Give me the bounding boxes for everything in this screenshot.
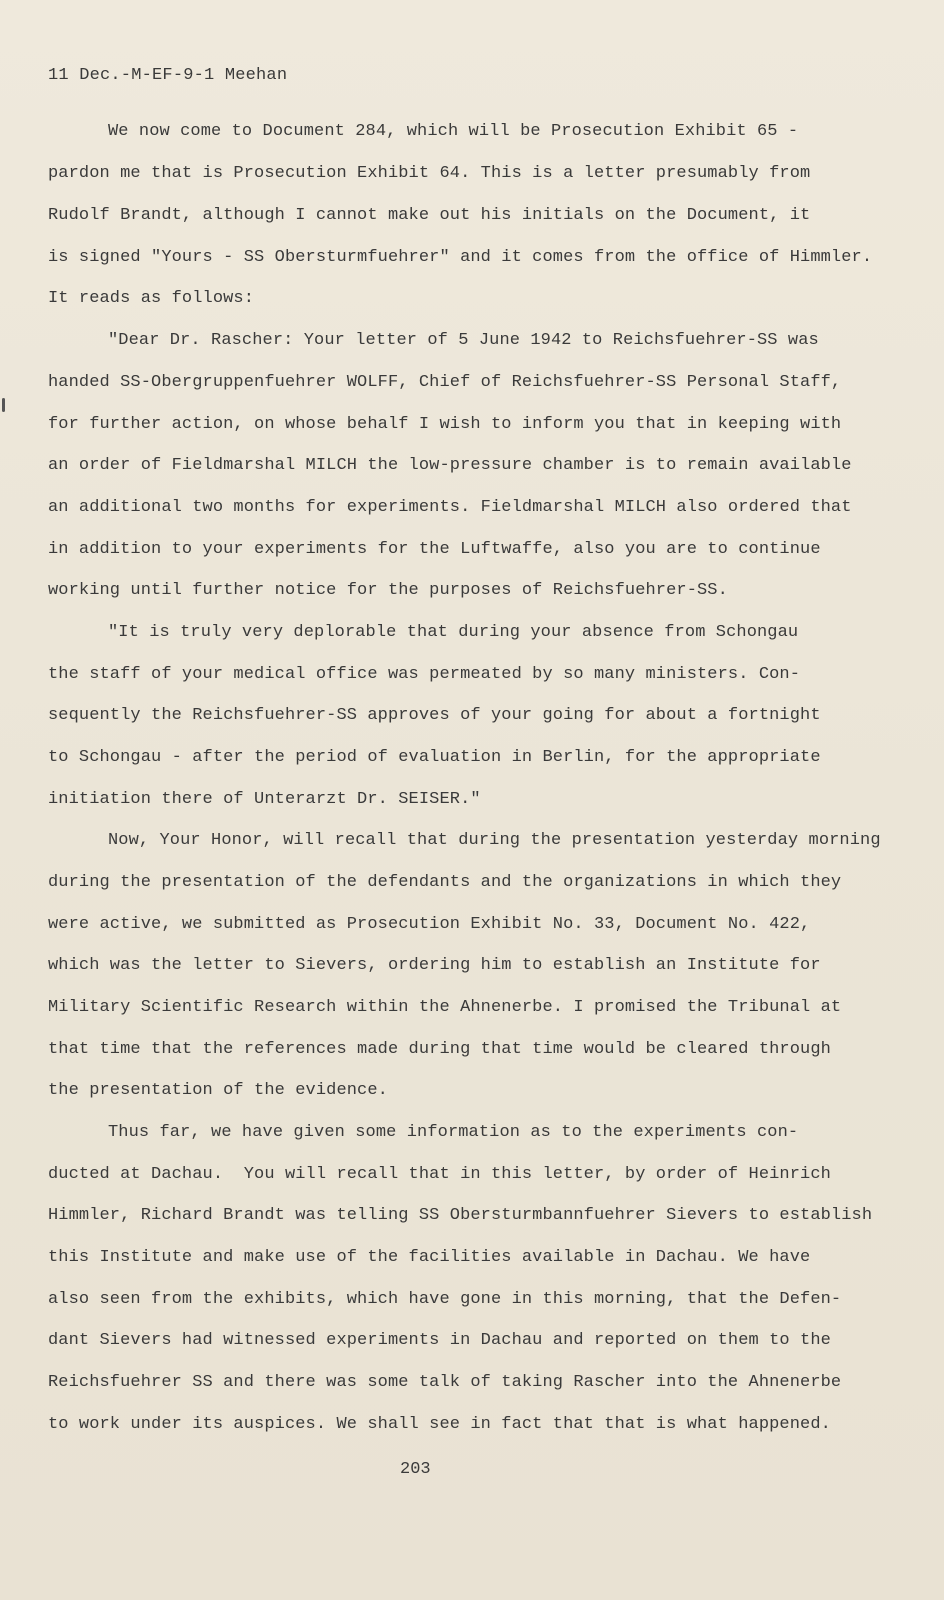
text-line: "Dear Dr. Rascher: Your letter of 5 June 1942 to Reichsfuehrer-SS was [108, 331, 819, 350]
margin-mark [2, 398, 5, 412]
text-line: to Schongau - after the period of evaluation in Berlin, for the appropriate [48, 748, 821, 767]
text-line: "It is truly very deplorable that during your absence from Schongau [108, 623, 799, 642]
text-line: dant Sievers had witnessed experiments in Dachau and reported on them to the [48, 1331, 831, 1350]
text-line: ducted at Dachau. You will recall that in this letter, by order of Heinrich [48, 1165, 831, 1184]
text-line: handed SS-Obergruppenfuehrer WOLFF, Chief of Reichsfuehrer-SS Personal Staff, [48, 373, 842, 392]
text-line: to work under its auspices. We shall see in fact that that is what happened. [48, 1415, 831, 1434]
text-line: working until further notice for the purposes of Reichsfuehrer-SS. [48, 581, 728, 600]
page-number: 203 [400, 1460, 431, 1479]
text-line: an order of Fieldmarshal MILCH the low-pressure chamber is to remain available [48, 456, 852, 475]
text-line: that time that the references made during that time would be cleared through [48, 1040, 831, 1059]
text-line: Thus far, we have given some information as to the experiments con- [108, 1123, 799, 1142]
text-line: initiation there of Unterarzt Dr. SEISER." [48, 790, 481, 809]
text-line: is signed "Yours - SS Obersturmfuehrer" and it comes from the office of Himmler. [48, 248, 873, 267]
text-line: Himmler, Richard Brandt was telling SS Obersturmbannfuehrer Sievers to establish [48, 1206, 873, 1225]
text-line: also seen from the exhibits, which have gone in this morning, that the Defen- [48, 1290, 842, 1309]
text-line: this Institute and make use of the facilities available in Dachau. We have [48, 1248, 811, 1267]
text-line: the presentation of the evidence. [48, 1081, 388, 1100]
text-line: the staff of your medical office was permeated by so many ministers. Con- [48, 665, 801, 684]
text-line: Reichsfuehrer SS and there was some talk of taking Rascher into the Ahnenerbe [48, 1373, 842, 1392]
text-line: pardon me that is Prosecution Exhibit 64. This is a letter presumably from [48, 164, 811, 183]
text-line: sequently the Reichsfuehrer-SS approves of your going for about a fortnight [48, 706, 821, 725]
text-line: in addition to your experiments for the Luftwaffe, also you are to continue [48, 540, 821, 559]
text-line: Now, Your Honor, will recall that during the presentation yesterday morning [108, 831, 881, 850]
text-line: which was the letter to Sievers, ordering him to establish an Institute for [48, 956, 821, 975]
text-line: an additional two months for experiments. Fieldmarshal MILCH also ordered that [48, 498, 852, 517]
text-line: It reads as follows: [48, 289, 255, 308]
text-line: were active, we submitted as Prosecution Exhibit No. 33, Document No. 422, [48, 915, 811, 934]
text-line: We now come to Document 284, which will be Prosecution Exhibit 65 - [108, 122, 799, 141]
page-header: 11 Dec.-M-EF-9-1 Meehan [48, 66, 288, 85]
text-line: Rudolf Brandt, although I cannot make out his initials on the Document, it [48, 206, 811, 225]
text-line: for further action, on whose behalf I wish to inform you that in keeping with [48, 415, 842, 434]
text-line: during the presentation of the defendants and the organizations in which they [48, 873, 842, 892]
text-line: Military Scientific Research within the Ahnenerbe. I promised the Tribunal at [48, 998, 842, 1017]
